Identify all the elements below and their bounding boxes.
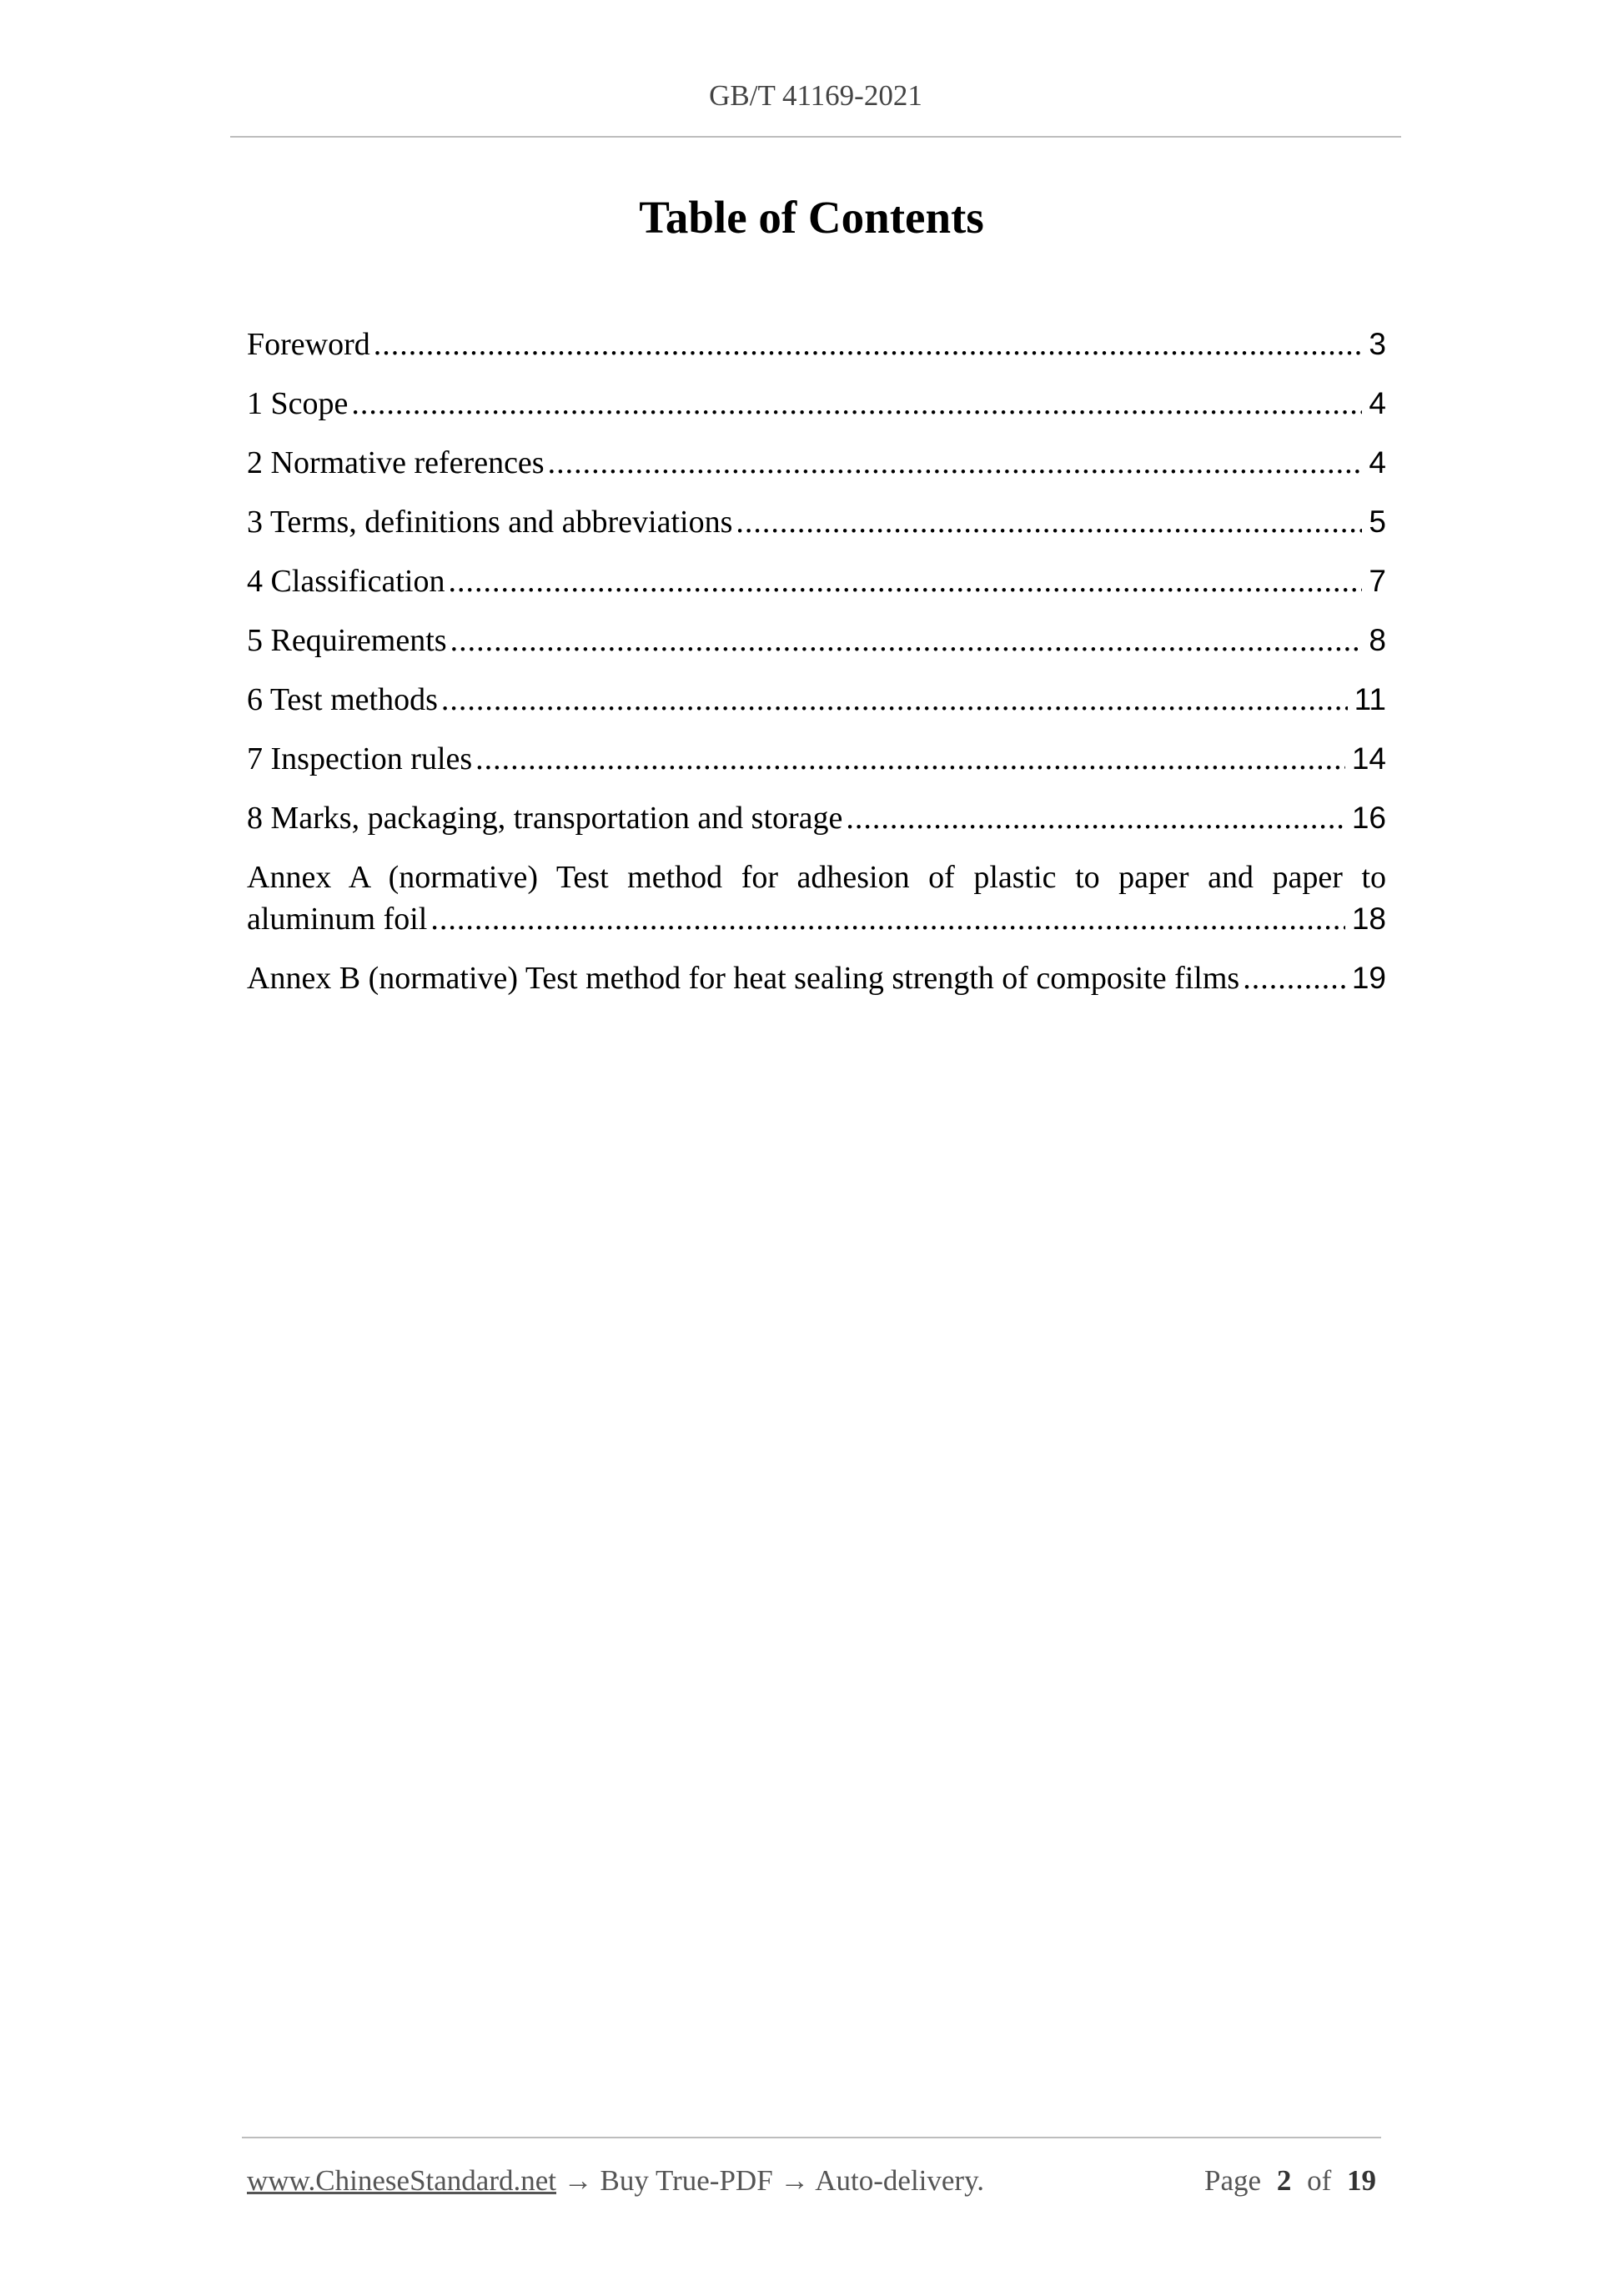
dot-leader bbox=[441, 679, 1348, 721]
dot-leader bbox=[475, 738, 1345, 780]
toc-entry-title: 4 Classification bbox=[247, 564, 445, 599]
toc-entry-title-line1: Annex A (normative) Test method for adhesion of plastic to paper and paper to bbox=[247, 860, 1386, 895]
toc-entry-inspection-rules[interactable] bbox=[247, 738, 1386, 780]
current-page-number: 2 bbox=[1276, 2164, 1292, 2197]
toc-page-number: 11 bbox=[1354, 682, 1386, 716]
toc-entry-title: 3 Terms, definitions and abbreviations bbox=[247, 505, 733, 540]
toc-page-number: 19 bbox=[1351, 961, 1386, 995]
toc-entry-requirements[interactable] bbox=[247, 620, 1386, 661]
toc-page-number: 3 bbox=[1369, 327, 1386, 361]
toc-page-number: 16 bbox=[1351, 801, 1386, 835]
toc-entry-foreword[interactable] bbox=[247, 324, 1386, 365]
dot-leader bbox=[374, 324, 1363, 365]
dot-leader bbox=[1243, 957, 1345, 999]
toc-entry-marks-packaging[interactable] bbox=[247, 797, 1386, 839]
toc-page-number: 4 bbox=[1369, 445, 1386, 480]
page-title: Table of Contents bbox=[639, 192, 984, 243]
toc-page-number: 7 bbox=[1369, 564, 1386, 598]
total-pages-number: 19 bbox=[1347, 2164, 1376, 2197]
toc-entry-terms[interactable] bbox=[247, 501, 1386, 543]
toc-entry-test-methods[interactable] bbox=[247, 679, 1386, 721]
dot-leader bbox=[846, 797, 1344, 839]
document-id: GB/T 41169-2021 bbox=[709, 79, 922, 112]
page-indicator bbox=[1204, 2163, 1376, 2198]
toc-entry-title-line2: aluminum foil bbox=[247, 902, 428, 937]
auto-delivery-text: Auto-delivery. bbox=[815, 2164, 985, 2197]
dot-leader bbox=[736, 501, 1362, 543]
toc-entry-scope[interactable] bbox=[247, 383, 1386, 425]
toc-entry-title: Annex B (normative) Test method for heat sealing strength of composite films bbox=[247, 961, 1240, 996]
dot-leader bbox=[430, 898, 1344, 940]
toc-entry-title: 2 Normative references bbox=[247, 445, 545, 480]
dot-leader bbox=[450, 620, 1363, 661]
page-of-label: of bbox=[1307, 2164, 1332, 2197]
toc-entry-annex-a[interactable] bbox=[247, 857, 1386, 940]
page-header bbox=[230, 0, 1401, 138]
toc-entry-classification[interactable] bbox=[247, 560, 1386, 602]
toc-entry-title: 5 Requirements bbox=[247, 623, 447, 658]
toc-entry-normative-references[interactable] bbox=[247, 442, 1386, 484]
table-of-contents bbox=[247, 324, 1386, 1017]
toc-entry-annex-b[interactable] bbox=[247, 957, 1386, 999]
toc-entry-title: 7 Inspection rules bbox=[247, 741, 473, 776]
page-footer bbox=[242, 2137, 1381, 2220]
toc-entry-title: 1 Scope bbox=[247, 386, 349, 421]
website-link[interactable]: www.ChineseStandard.net bbox=[247, 2164, 556, 2197]
footer-promo bbox=[247, 2163, 984, 2198]
dot-leader bbox=[548, 442, 1363, 484]
toc-page-number: 4 bbox=[1369, 386, 1386, 420]
toc-page-number: 14 bbox=[1351, 741, 1386, 776]
buy-pdf-text: Buy True-PDF bbox=[600, 2164, 773, 2197]
dot-leader bbox=[448, 560, 1362, 602]
toc-entry-title: Foreword bbox=[247, 327, 370, 362]
toc-page-number: 8 bbox=[1369, 623, 1386, 657]
toc-page-number: 5 bbox=[1369, 505, 1386, 539]
toc-entry-title: 8 Marks, packaging, transportation and storage bbox=[247, 801, 843, 836]
arrow-right-icon: → bbox=[563, 2164, 593, 2197]
page-label: Page bbox=[1204, 2164, 1262, 2197]
arrow-right-icon: → bbox=[780, 2164, 810, 2197]
toc-entry-title: 6 Test methods bbox=[247, 682, 438, 717]
dot-leader bbox=[351, 383, 1362, 425]
toc-page-number: 18 bbox=[1351, 902, 1386, 936]
